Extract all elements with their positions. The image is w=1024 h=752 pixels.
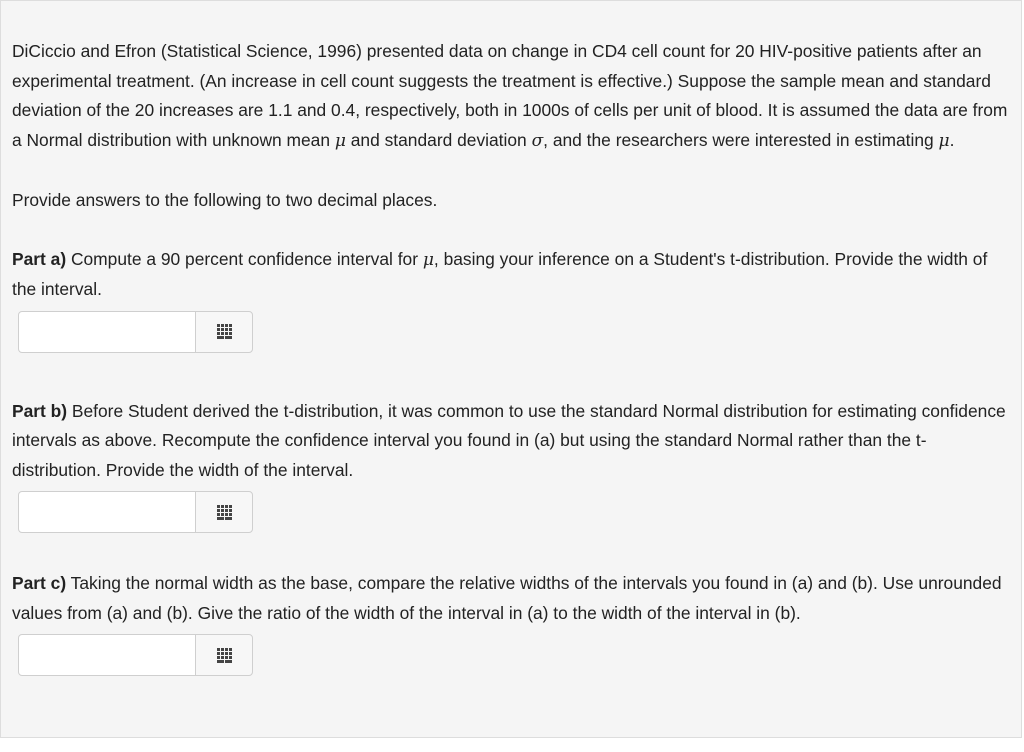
question-intro (12, 37, 1012, 156)
mu-symbol: μ (422, 249, 434, 270)
intro-text-4: . (949, 129, 955, 150)
keypad-grid-icon (217, 324, 232, 339)
sigma-symbol: σ (531, 130, 544, 151)
part-c-answer-row (18, 634, 253, 676)
mu-symbol: μ (938, 130, 950, 151)
keypad-grid-icon (217, 648, 232, 663)
part-c-answer-input[interactable] (18, 634, 196, 676)
intro-text-1: DiCiccio and Efron (Statistical Science, 1996) presented data on change in CD4 cell count for 20 HIV-positive patients after an experimental treatment. (An increase in cell count suggests the treatment is effective.) Suppose the sample mean and standard deviation of the 20 increases are 1.1 and 0.4, respectively, both in 1000s of cells per unit of blood. It is assumed the data are from a Normal distribution with unknown mean (12, 41, 1008, 150)
mu-symbol: μ (334, 130, 346, 151)
part-c-label: Part c) (12, 573, 67, 593)
part-c-question (12, 569, 1012, 628)
part-b-answer-row (18, 491, 253, 533)
part-c-text: Taking the normal width as the base, compare the relative widths of the intervals you found in (a) and (b). Use unrounded values from (a) and (b). Give the ratio of the width of the interval in (a) to the width of the interval in (b). (12, 573, 1002, 623)
question-content (12, 37, 1012, 714)
part-a-text-2: , basing your inference on a Student's t-distribution. Provide the width of the interval. (12, 248, 988, 299)
part-a-answer-input[interactable] (18, 311, 196, 353)
part-a-text-1: Compute a 90 percent confidence interval for (66, 248, 423, 269)
intro-text-2: and standard deviation (345, 129, 532, 150)
part-b-question (12, 397, 1012, 486)
part-b-answer-input[interactable] (18, 491, 196, 533)
intro-text-3: , and the researchers were interested in estimating (543, 129, 939, 150)
part-a-question (12, 245, 1012, 305)
keypad-grid-icon (217, 505, 232, 520)
part-c-keypad-button[interactable] (195, 634, 253, 676)
part-b-label: Part b) (12, 400, 68, 421)
part-a-label: Part a) (12, 248, 67, 269)
part-a-keypad-button[interactable] (195, 311, 253, 353)
part-a-answer-row (18, 311, 253, 353)
instructions: Provide answers to the following to two decimal places. (12, 189, 438, 210)
part-b-keypad-button[interactable] (195, 491, 253, 533)
part-b-text: Before Student derived the t-distribution, it was common to use the standard Normal distribution for estimating confidence intervals as above. Recompute the confidence interval you found in (a) but using the standard Normal rather than the t-distribution. Provide the width of the interval. (12, 400, 1006, 480)
